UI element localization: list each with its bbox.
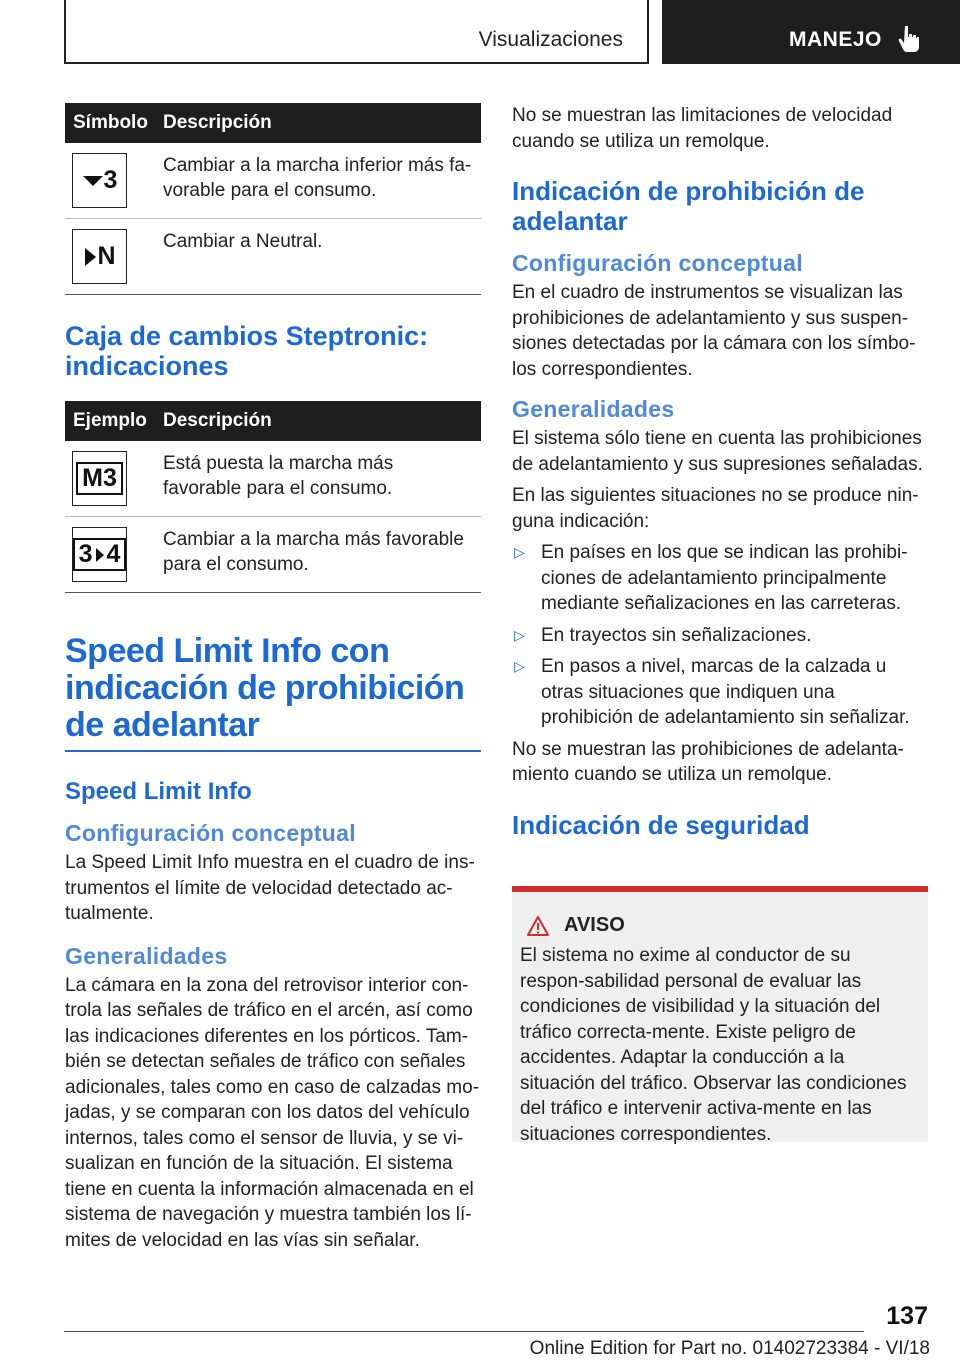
- header-section-box: [64, 0, 649, 64]
- warning-triangle-icon: [526, 915, 550, 937]
- warning-label: AVISO: [564, 914, 625, 936]
- right-column: [512, 103, 928, 840]
- page-number: 137: [886, 1302, 928, 1330]
- table-cell-description: Cambiar a la marcha inferior más fa-vorable para el consumo.: [163, 143, 481, 219]
- safety-heading: Indicación de seguridad: [512, 809, 810, 840]
- table-header-description: Descripción: [163, 401, 481, 441]
- overtake-concept-text: En el cuadro de instrumentos se visualizan las prohibiciones de adelantamiento y sus suspen-siones detectadas por la cámara con los símbo-los correspondientes.: [512, 282, 916, 380]
- hand-pointer-icon: [898, 24, 920, 52]
- downshift-arrow-icon: [82, 174, 104, 188]
- overtake-general-heading: Generalidades: [512, 396, 675, 422]
- trailer-note: No se muestran las limitaciones de velocidad cuando se utiliza un remolque.: [512, 105, 893, 152]
- upshift-symbol: 3 4: [72, 527, 127, 582]
- shift-arrow-icon: [95, 547, 105, 563]
- triangle-bullet-icon: ▷: [514, 658, 525, 674]
- table-header-example: Ejemplo: [65, 401, 163, 441]
- table-row: [65, 441, 481, 517]
- table-cell-description: Está puesta la marcha más favorable para el consumo.: [163, 441, 481, 517]
- concept-text: La Speed Limit Info muestra en el cuadro de ins-trumentos el límite de velocidad detectado ac-tualmente.: [65, 852, 475, 924]
- trailer-note-2: No se muestran las prohibiciones de adelanta-miento cuando se utiliza un remolque.: [512, 738, 904, 785]
- table-header-description: Descripción: [163, 103, 481, 143]
- current-gear-symbol: M3: [72, 451, 127, 506]
- table-row: [65, 143, 481, 219]
- header-chapter-tab: [662, 0, 960, 64]
- overtake-concept-heading: Configuración conceptual: [512, 250, 803, 276]
- downshift-symbol: 3: [72, 153, 127, 208]
- overtake-heading: Indicación de prohibición de adelantar: [512, 176, 865, 236]
- list-item: ▷ En países en los que se indican las prohibi-ciones de adelantamiento principalmente mediante señalizaciones en las carreteras.: [514, 542, 908, 614]
- situations-list: [512, 540, 928, 731]
- footer-edition: Online Edition for Part no. 01402723384 - VI/18: [529, 1338, 930, 1359]
- concept-heading: Configuración conceptual: [65, 820, 356, 846]
- speed-limit-main-heading: Speed Limit Info con indicación de prohibición de adelantar: [65, 632, 465, 744]
- speed-limit-subheading: Speed Limit Info: [65, 778, 252, 805]
- symbol-table: [65, 103, 481, 295]
- general-text: La cámara en la zona del retrovisor interior con-trola las señales de tráfico en el arcén, así como las indicaciones diferentes en los pórticos. Tam-bién se detectan señales de tráfico con señales adicionales, tales como en caso de calzadas mo-jadas, y se comparan con los datos del vehículo internos, tales como el sensor de lluvia, y se vi-sualizan en función de la situación. El sistema tiene en cuenta la información almacenada en el sistema de navegación y muestra también los lí-mites de velocidad en las vías sin señalar.: [65, 974, 480, 1251]
- warning-text: El sistema no exime al conductor de su respon-sabilidad personal de evaluar las condiciones de visibilidad y la situación del tráfico correcta-mente. Existe peligro de accidentes. Adaptar la conducción a la situación del tráfico. Observar las condiciones del tráfico e intervenir activa-mente en las situaciones correspondientes.: [520, 945, 907, 1145]
- table-header-symbol: Símbolo: [65, 103, 163, 143]
- page-header: [0, 0, 960, 70]
- list-item: ▷ En trayectos sin señalizaciones.: [512, 623, 928, 649]
- table-header-row: [65, 103, 481, 143]
- warning-box: [512, 886, 928, 1145]
- footer-divider: [64, 1331, 864, 1332]
- table-row: [65, 219, 481, 295]
- situations-intro: En las siguientes situaciones no se produce nin-guna indicación:: [512, 485, 919, 532]
- example-table: [65, 401, 481, 593]
- neutral-symbol: N: [72, 229, 127, 284]
- overtake-general-text: El sistema sólo tiene en cuenta las prohibiciones de adelantamiento y sus supresiones señaladas.: [512, 428, 923, 475]
- left-column: [65, 103, 481, 1253]
- header-chapter-label: MANEJO: [789, 28, 882, 51]
- general-heading: Generalidades: [65, 942, 228, 969]
- table-row: [65, 517, 481, 593]
- list-item: ▷ En pasos a nivel, marcas de la calzada u otras situaciones que indiquen una prohibición de adelantamiento sin señalizar.: [514, 656, 910, 728]
- triangle-bullet-icon: ▷: [514, 544, 525, 560]
- shift-arrow-icon: [83, 247, 97, 267]
- table-cell-description: Cambiar a la marcha más favorable para el consumo.: [163, 517, 481, 593]
- steptronic-heading: Caja de cambios Steptronic: indicaciones: [65, 321, 429, 381]
- table-cell-description: Cambiar a Neutral.: [163, 219, 481, 295]
- table-header-row: [65, 401, 481, 441]
- triangle-bullet-icon: ▷: [514, 626, 525, 643]
- heading-divider: [65, 750, 481, 752]
- header-section-title: Visualizaciones: [478, 28, 623, 51]
